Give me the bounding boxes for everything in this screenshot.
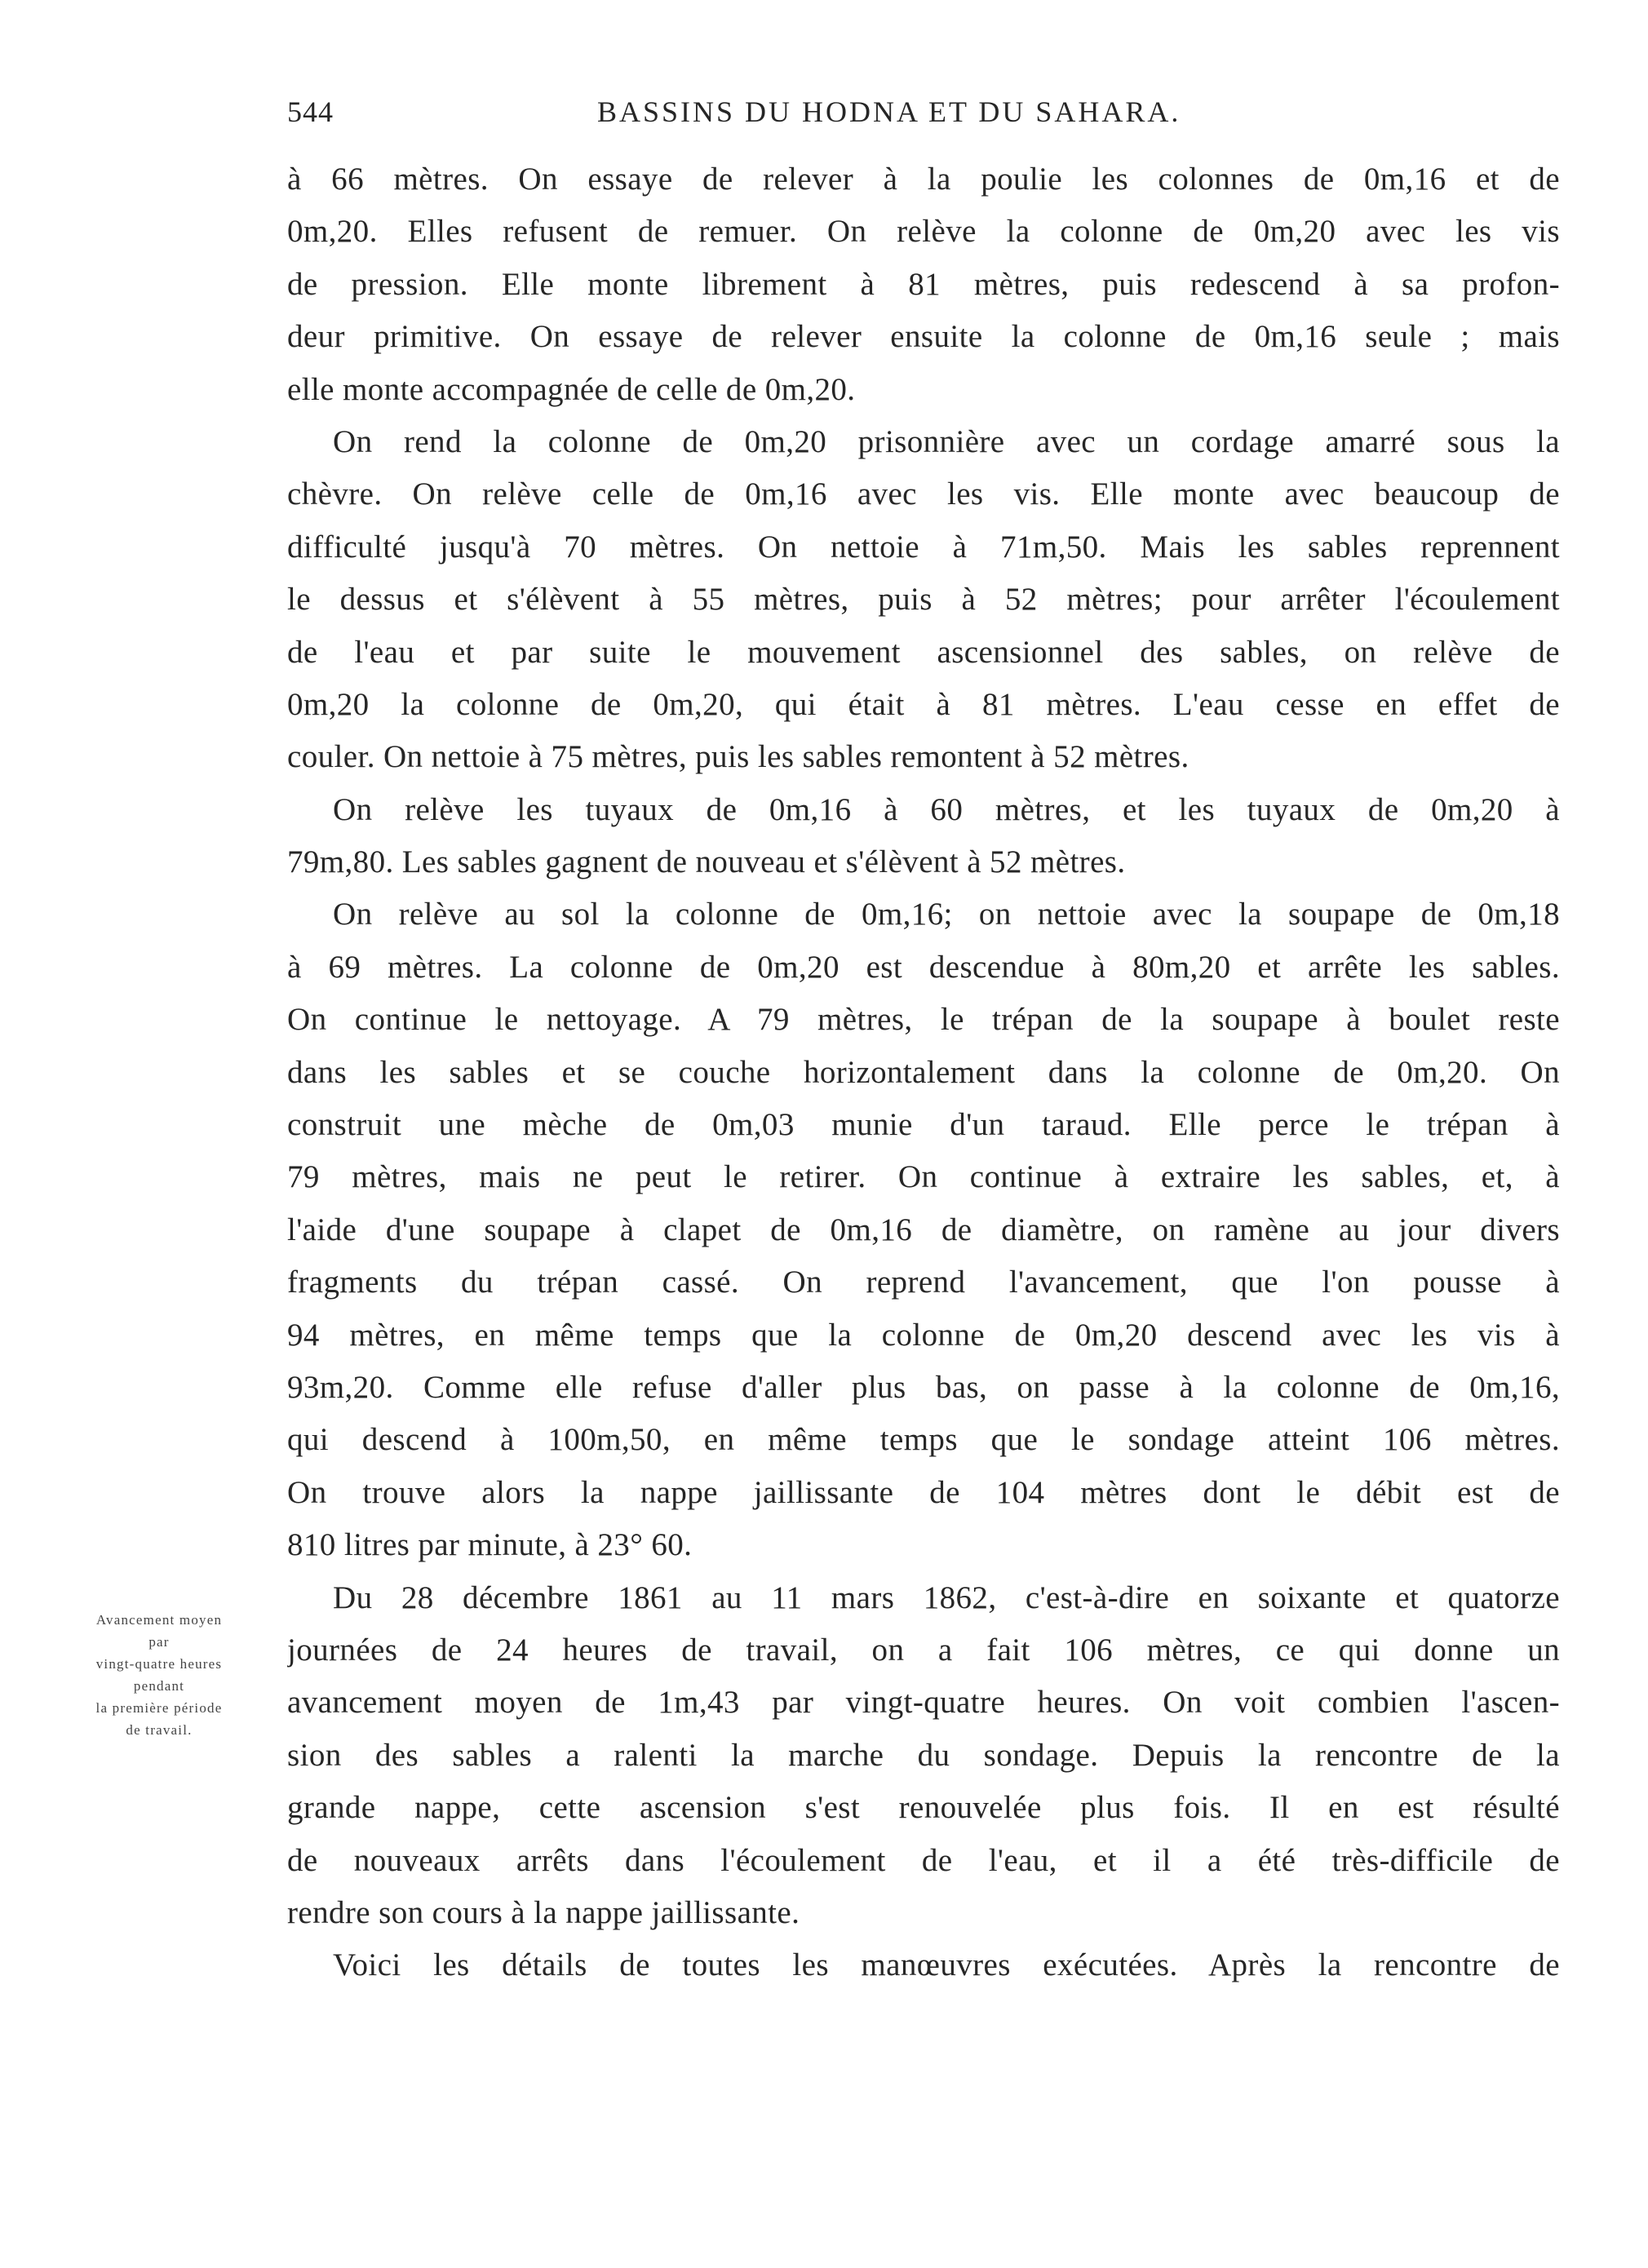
text-line: l'aide d'une soupape à clapet de 0m,16 de diamètre, on ramène au jour divers [287, 1212, 1560, 1247]
text-line: 94 mètres, en même temps que la colonne de 0m,20 descend avec les vis à [287, 1317, 1560, 1353]
text-line: sion des sables a ralenti la marche du sondage. Depuis la rencontre de la [287, 1737, 1560, 1773]
margin-note-line: Avancement moyen [95, 1612, 223, 1628]
text-line: 79m,80. Les sables gagnent de nouveau et s'élèvent à 52 mètres. [287, 844, 1126, 880]
margin-note-line: vingt-quatre heures [95, 1656, 223, 1672]
text-line: deur primitive. On essaye de relever ensuite la colonne de 0m,16 seule ; mais [287, 319, 1560, 355]
text-line: dans les sables et se couche horizontalement dans la colonne de 0m,20. On [287, 1054, 1560, 1090]
text-line: couler. On nettoie à 75 mètres, puis les sables remontent à 52 mètres. [287, 739, 1189, 775]
text-line: On rend la colonne de 0m,20 prisonnière avec un cordage amarré sous la [333, 423, 1560, 459]
text-line: Du 28 décembre 1861 au 11 mars 1862, c'est-à-dire en soixante et quatorze [333, 1579, 1560, 1615]
text-line: fragments du trépan cassé. On reprend l'avancement, que l'on pousse à [287, 1265, 1560, 1300]
text-line: Voici les détails de toutes les manœuvres exécutées. Après la rencontre de [333, 1947, 1560, 1983]
text-line: On continue le nettoyage. A 79 mètres, le trépan de la soupape à boulet reste [287, 1002, 1560, 1038]
text-line: à 66 mètres. On essaye de relever à la poulie les colonnes de 0m,16 et de [287, 162, 1560, 197]
running-title: BASSINS DU HODNA ET DU SAHARA. [597, 95, 1181, 128]
text-line: difficulté jusqu'à 70 mètres. On nettoie à 71m,50. Mais les sables reprennent [287, 529, 1560, 565]
text-line: grande nappe, cette ascension s'est renouvelée plus fois. Il en est résulté [287, 1790, 1560, 1826]
text-line: elle monte accompagnée de celle de 0m,20. [287, 371, 856, 407]
margin-note-line: pendant [133, 1678, 185, 1694]
text-line: 810 litres par minute, à 23° 60. [287, 1527, 693, 1563]
margin-note-line: la première période [95, 1700, 223, 1716]
text-line: 0m,20 la colonne de 0m,20, qui était à 81 mètres. L'eau cesse en effet de [287, 686, 1560, 722]
body-text [287, 153, 1560, 1992]
text-line: à 69 mètres. La colonne de 0m,20 est descendue à 80m,20 et arrête les sables. [287, 949, 1560, 985]
text-line: On relève les tuyaux de 0m,16 à 60 mètres, et les tuyaux de 0m,20 à [333, 791, 1560, 827]
margin-note-line: par [148, 1634, 170, 1650]
text-line: rendre son cours à la nappe jaillissante. [287, 1894, 800, 1930]
text-line: chèvre. On relève celle de 0m,16 avec les vis. Elle monte avec beaucoup de [287, 476, 1560, 512]
margin-note [41, 1609, 277, 1741]
text-line: journées de 24 heures de travail, on a fait 106 mètres, ce qui donne un [287, 1632, 1560, 1668]
margin-note-line: de travail. [126, 1722, 193, 1738]
page-header [287, 91, 1560, 132]
text-line: On trouve alors la nappe jaillissante de 104 mètres dont le débit est de [287, 1474, 1560, 1510]
text-line: de nouveaux arrêts dans l'écoulement de l'eau, et il a été très-difficile de [287, 1842, 1560, 1878]
text-line: avancement moyen de 1m,43 par vingt-quatre heures. On voit combien l'ascen- [287, 1685, 1560, 1721]
text-line: On relève au sol la colonne de 0m,16; on nettoie avec la soupape de 0m,18 [333, 897, 1560, 932]
text-line: qui descend à 100m,50, en même temps que le sondage atteint 106 mètres. [287, 1422, 1560, 1458]
text-line: 79 mètres, mais ne peut le retirer. On continue à extraire les sables, et, à [287, 1159, 1560, 1195]
text-line: de l'eau et par suite le mouvement ascensionnel des sables, on relève de [287, 634, 1560, 670]
text-line: 0m,20. Elles refusent de remuer. On relève la colonne de 0m,20 avec les vis [287, 214, 1560, 250]
text-line: le dessus et s'élèvent à 55 mètres, puis à 52 mètres; pour arrêter l'écoulement [287, 582, 1560, 618]
text-line: 93m,20. Comme elle refuse d'aller plus bas, on passe à la colonne de 0m,16, [287, 1369, 1560, 1405]
page-number: 544 [287, 95, 334, 128]
text-line: construit une mèche de 0m,03 munie d'un taraud. Elle perce le trépan à [287, 1107, 1560, 1143]
text-line: de pression. Elle monte librement à 81 mètres, puis redescend à sa profon- [287, 266, 1560, 302]
